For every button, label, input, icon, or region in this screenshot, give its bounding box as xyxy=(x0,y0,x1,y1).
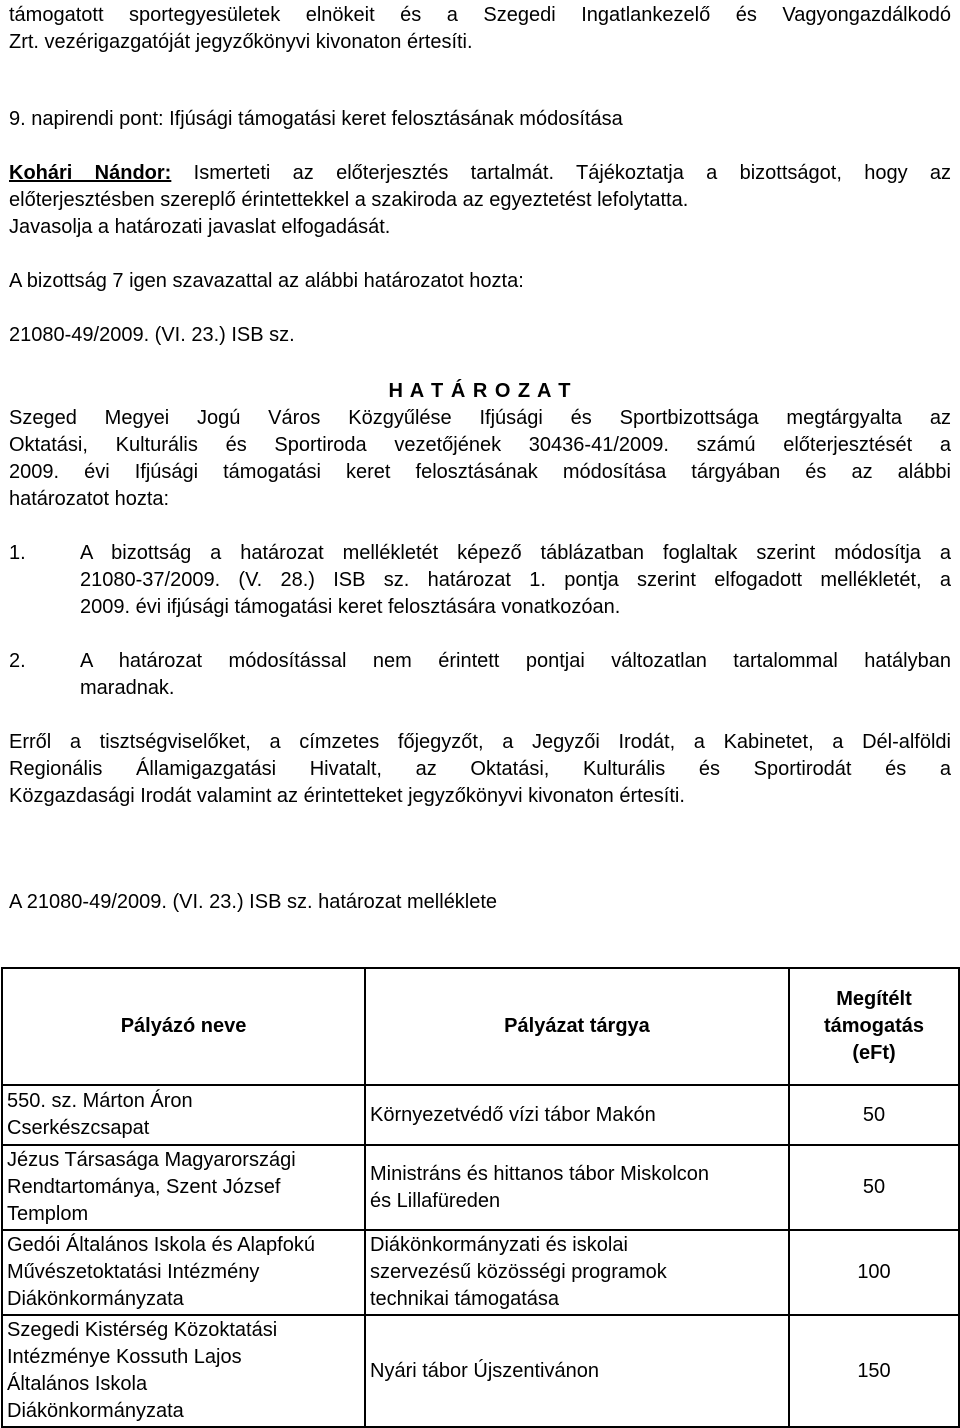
header-amount-line-3: (eFt) xyxy=(852,1042,896,1064)
header-amount-line-1: Megítélt xyxy=(836,988,912,1010)
resolution-body-4: határozatot hozta: xyxy=(9,488,170,510)
subject-cell xyxy=(365,1085,789,1145)
applicant-line: Templom xyxy=(7,1203,89,1225)
applicant-line: Művészetoktatási Intézmény xyxy=(7,1261,260,1283)
subject-line: és Lillafüreden xyxy=(370,1189,501,1212)
item-number-2: 2. xyxy=(9,650,26,672)
agenda-text-line-1 xyxy=(9,160,951,187)
amount-cell: 50 xyxy=(789,1145,959,1230)
table-header-row xyxy=(2,968,959,1085)
subject-line: Környezetvédő vízi tábor Makón xyxy=(370,1103,656,1126)
applicant-line: Jézus Társasága Magyarországi xyxy=(7,1149,296,1171)
agenda-heading-text: 9. napirendi pont: Ifjúsági támogatási keret felosztásának módosítása xyxy=(9,108,623,130)
resolution-body-1: Szeged Megyei Jogú Város Közgyűlése Ifjúsági és Sportbizottsága megtárgyalta az xyxy=(9,407,951,429)
applicant-line: Általános Iskola xyxy=(7,1373,148,1395)
applicant-line: Diákönkormányzata xyxy=(7,1400,184,1422)
speaker-name: Kohári Nándor: xyxy=(9,162,172,184)
applicant-cell xyxy=(2,1230,365,1315)
resolution-body-2: Oktatási, Kulturális és Sportiroda vezetőjének 30436-41/2009. számú előterjesztését a xyxy=(9,434,951,456)
item-1-line-3: 2009. évi ifjúsági támogatási keret felosztására vonatkozóan. xyxy=(80,596,621,618)
notify-line-3: Közgazdasági Irodát valamint az érintetteket jegyzőkönyvi kivonaton értesíti. xyxy=(9,785,685,807)
subject-line: technikai támogatása xyxy=(370,1288,560,1310)
header-subject: Pályázat tárgya xyxy=(365,968,789,1085)
applicant-cell xyxy=(2,1315,365,1427)
annex-table xyxy=(1,967,960,1428)
item-2-line-2: maradnak. xyxy=(80,677,175,699)
vote-statement: A bizottság 7 igen szavazattal az alábbi határozatot hozta: xyxy=(9,270,524,292)
item-2-line-1: A határozat módosítással nem érintett pontjai változatlan tartalommal hatályban xyxy=(80,650,951,672)
subject-line: szervezésű közösségi programok xyxy=(370,1261,667,1283)
header-amount-line-2: támogatás xyxy=(823,1015,925,1037)
applicant-line: Intézménye Kossuth Lajos xyxy=(7,1346,242,1368)
applicant-line: Szegedi Kistérség Közoktatási xyxy=(7,1319,278,1341)
table-row xyxy=(2,1315,959,1427)
resolution-title: H A T Á R O Z A T xyxy=(388,380,572,402)
notify-line-1: Erről a tisztségviselőket, a címzetes főjegyzőt, a Jegyzői Irodát, a Kabinetet, a Dél-alföldi xyxy=(9,731,951,753)
applicant-line: 550. sz. Márton Áron xyxy=(7,1090,193,1112)
agenda-heading xyxy=(9,106,951,133)
table-row xyxy=(2,1145,959,1230)
subject-cell xyxy=(365,1230,789,1315)
intro-line-2: Zrt. vezérigazgatóját jegyzőkönyvi kivonaton értesíti. xyxy=(9,31,473,53)
agenda-text-1: Ismerteti az előterjesztés tartalmát. Tájékoztatja a bizottságot, hogy az xyxy=(193,162,952,184)
applicant-line: Diákönkormányzata xyxy=(7,1288,184,1310)
applicant-line: Cserkészcsapat xyxy=(7,1117,150,1139)
item-1-line-2: 21080-37/2009. (V. 28.) ISB sz. határozat 1. pontja szerint elfogadott mellékletét, a xyxy=(80,569,951,591)
subject-line: Diákönkormányzati és iskolai xyxy=(370,1234,628,1256)
amount-cell: 100 xyxy=(789,1230,959,1315)
item-number-1: 1. xyxy=(9,542,26,564)
header-amount xyxy=(789,968,959,1085)
subject-cell xyxy=(365,1315,789,1427)
table-row xyxy=(2,1085,959,1145)
subject-line: Nyári tábor Újszentivánon xyxy=(370,1359,599,1382)
resolution-body-3: 2009. évi Ifjúsági támogatási keret felosztásának módosítása tárgyában és az alábbi xyxy=(9,461,951,483)
applicant-cell xyxy=(2,1085,365,1145)
resolution-number: 21080-49/2009. (VI. 23.) ISB sz. xyxy=(9,324,295,346)
header-applicant: Pályázó neve xyxy=(2,968,365,1085)
amount-cell: 150 xyxy=(789,1315,959,1427)
amount-cell: 50 xyxy=(789,1085,959,1145)
notify-line-2: Regionális Államigazgatási Hivatalt, az Oktatási, Kulturális és Sportirodát és a xyxy=(9,758,951,780)
intro-line-1: támogatott sportegyesületek elnökeit és a Szegedi Ingatlankezelő és Vagyongazdálkodó xyxy=(9,4,951,26)
applicant-cell xyxy=(2,1145,365,1230)
agenda-text-line-2: előterjesztésben szereplő érintettekkel a szakiroda az egyeztetést lefolytatta. xyxy=(9,189,689,211)
subject-line: Ministráns és hittanos tábor Miskolcon xyxy=(370,1162,710,1185)
subject-cell xyxy=(365,1145,789,1230)
applicant-line: Gedói Általános Iskola és Alapfokú xyxy=(7,1234,315,1256)
item-1-line-1: A bizottság a határozat mellékletét képező táblázatban foglaltak szerint módosítja a xyxy=(80,542,951,564)
table-row xyxy=(2,1230,959,1315)
annex-title: A 21080-49/2009. (VI. 23.) ISB sz. határozat melléklete xyxy=(9,891,498,913)
agenda-text-line-3: Javasolja a határozati javaslat elfogadását. xyxy=(9,216,391,238)
applicant-line: Rendtartománya, Szent József xyxy=(7,1176,281,1198)
